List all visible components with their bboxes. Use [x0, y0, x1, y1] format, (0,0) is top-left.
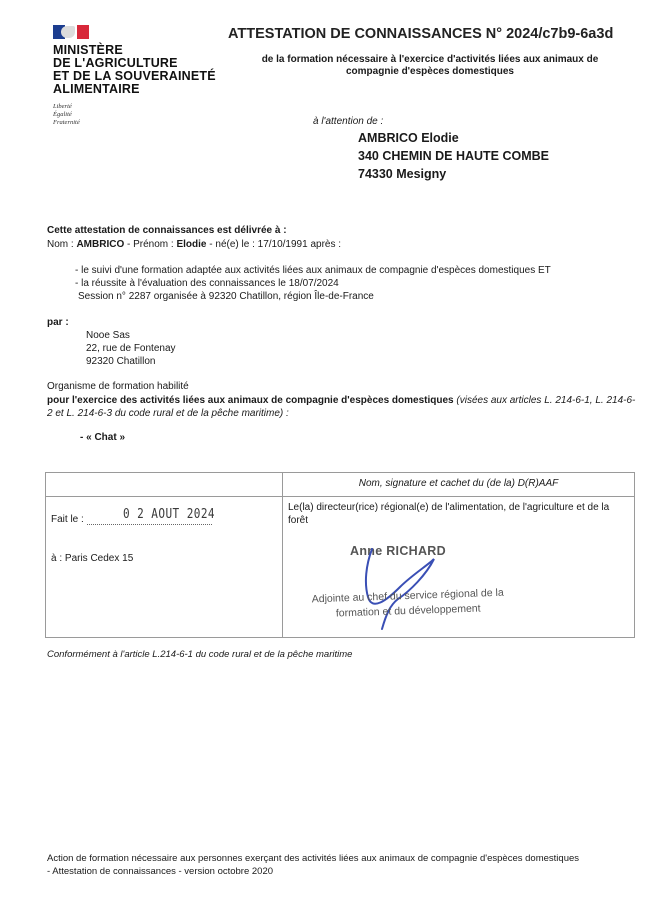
signature-column-header: Nom, signature et cachet du (de la) D(R)AAF [358, 478, 559, 489]
signatory-name: Anne RICHARD [350, 544, 446, 558]
holder-last-name: AMBRICO [76, 239, 125, 250]
recipient-address [358, 129, 549, 183]
organisation-habilitation: Organisme de formation habilité [47, 381, 189, 392]
attention-label: à l'attention de : [313, 116, 384, 127]
document-title: ATTESTATION DE CONNAISSANCES N° 2024/c7b9-6a3d [228, 26, 614, 42]
date-stamp: 0 2 AOUT 2024 [122, 507, 215, 522]
recipient-city: 74330 Mesigny [358, 167, 447, 181]
species-item: - « Chat » [80, 432, 126, 443]
training-organisation-address: Nooe Sas 22, rue de Fontenay 92320 Chatillon [86, 330, 176, 367]
recipient-street: 340 CHEMIN DE HAUTE COMBE [358, 149, 549, 163]
condition-item: - la réussite à l'évaluation des connaissances le 18/07/2024 [75, 277, 339, 289]
recipient-name: AMBRICO Elodie [358, 131, 459, 145]
place-field: à : Paris Cedex 15 [51, 553, 134, 564]
holder-birth: - né(e) le : 17/10/1991 après : [206, 239, 342, 250]
conditions-list [75, 265, 551, 290]
activity-scope: pour l'exercice des activités liées aux animaux de compagnie d'espèces domestiques (visées aux articles L. 214-6-1, L. 214-6-2 et L. 214-6-3 du code rural et de la pêche maritime) : [47, 395, 636, 419]
attestation-heading: Cette attestation de connaissances est délivrée à : [47, 225, 287, 236]
ministry-name: MINISTÈRE DE L'AGRICULTURE ET DE LA SOUVERAINETÉ ALIMENTAIRE [53, 43, 216, 96]
par-label: par : [47, 317, 69, 328]
date-field: Fait le : 0 2 AOUT 2024 [51, 507, 215, 525]
signatory-stamp: Adjointe au chef du service régional de la formation et du développement [311, 586, 504, 620]
legal-reference: Conformément à l'article L.214-6-1 du code rural et de la pêche maritime [47, 649, 353, 660]
document-footer: Action de formation nécessaire aux personnes exerçant des activités liées aux animaux de compagnie d'espèces domestiques - Attestation de connaissances - version octobre 2020 [47, 853, 580, 877]
republic-motto: Liberté Égalité Fraternité [53, 103, 80, 126]
marianne-icon [61, 26, 75, 38]
republic-flag-logo [53, 25, 89, 39]
holder-first-name: Elodie [176, 239, 207, 250]
holder-identity: Nom : AMBRICO - Prénom : Elodie - né(e) le : 17/10/1991 après : [47, 239, 342, 250]
signatory-role: Le(la) directeur(rice) régional(e) de l'alimentation, de l'agriculture et de la forêt [288, 502, 610, 526]
document-subtitle: de la formation nécessaire à l'exercice d'activités liées aux animaux de compagnie d'espèces domestiques [261, 54, 599, 77]
session-info: Session n° 2287 organisée à 92320 Chatillon, région Île-de-France [78, 291, 374, 302]
condition-item: - le suivi d'une formation adaptée aux activités liées aux animaux de compagnie d'espèces domestiques ET [75, 265, 551, 276]
